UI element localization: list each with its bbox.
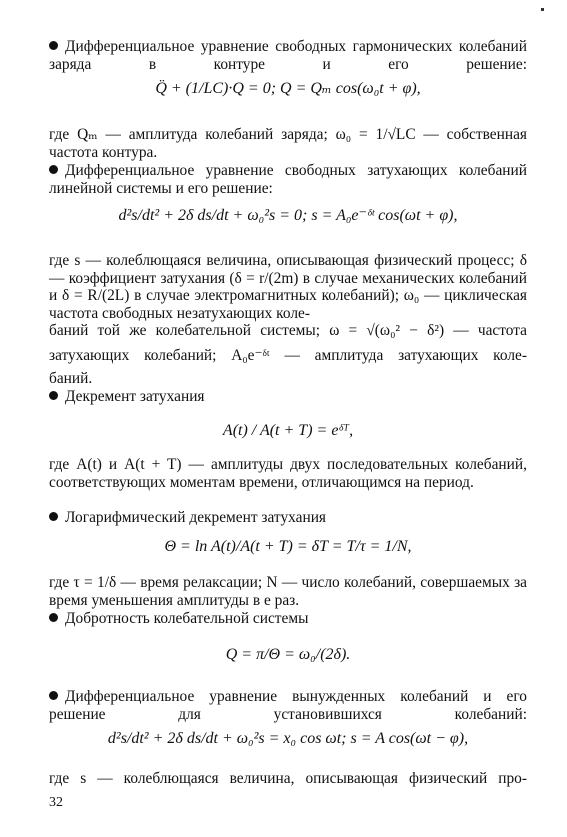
bullet-icon: [49, 41, 58, 50]
bullet-icon: [49, 512, 58, 521]
equation-decrement: [49, 422, 527, 440]
paragraph-damped-intro: [49, 162, 527, 197]
paragraph-text: Дифференциальное уравнение свободных гармонических колебаний заряда в контуре и его решение:: [49, 38, 527, 73]
paragraph-forced-where: где s — колеблющаяся величина, описывающая физический про-: [49, 770, 527, 787]
paragraph-text: Добротность колебательной системы: [65, 610, 309, 627]
equation-text: d²s/dt² + 2δ ds/dt + ω₀²s = x₀ cos ωt; s = A cos(ωt − φ),: [107, 730, 469, 747]
scan-speck: [541, 8, 544, 11]
equation-text: A(t) / A(t + T) = eᵟᵀ,: [222, 422, 354, 439]
paragraph-quality-factor: [49, 610, 527, 628]
equation-harmonic: [49, 78, 527, 98]
equation-quality-factor: [49, 646, 527, 664]
bullet-icon: [49, 613, 58, 622]
paragraph-text: Дифференциальное уравнение вынужденных колебаний и его решение для установившихся колебаний:: [49, 688, 527, 723]
equation-text: Θ = ln A(t)/A(t + T) = δT = T/τ = 1/N,: [164, 538, 412, 555]
paragraph-harmonic-where: где Qₘ — амплитуда колебаний заряда; ω₀ = 1/√LC — собственная частота контура.: [49, 126, 527, 161]
paragraph-decrement: [49, 388, 527, 406]
bullet-icon: [49, 691, 58, 700]
bullet-icon: [49, 391, 58, 400]
paragraph-log-decrement: [49, 509, 527, 527]
equation-forced: [49, 730, 527, 748]
paragraph-damped-line5: баний той же колебательной системы; ω = √(ω₀² − δ²) — частота: [49, 322, 527, 339]
equation-text: Q̈ + (1/LC)·Q = 0; Q = Qₘ cos(ω₀t + φ),: [155, 80, 421, 97]
equation-text: d²s/dt² + 2δ ds/dt + ω₀²s = 0; s = A₀e⁻ᵟᵗ cos(ωt + φ),: [118, 207, 458, 224]
bullet-icon: [49, 165, 58, 174]
paragraph-text: Декремент затухания: [65, 388, 205, 405]
paragraph-text: Дифференциальное уравнение свободных затухающих колебаний линейной системы и его решение:: [49, 162, 527, 197]
paragraph-damped-line7: баний.: [49, 370, 93, 387]
paragraph-forced-intro: [49, 688, 527, 723]
paragraph-damped-line6: затухающих колебаний; A₀e⁻ᵟᵗ — амплитуда затухающих коле-: [49, 347, 527, 364]
page-number: 32: [49, 795, 63, 810]
paragraph-decrement-where: где A(t) и A(t + T) — амплитуды двух последовательных колебаний, соответствующих моментам времени, отличающимся на период.: [49, 456, 527, 491]
equation-damped: [49, 205, 527, 225]
paragraph-text: Логарифмический декремент затухания: [65, 509, 327, 526]
paragraph-damped-where: где s — колеблющаяся величина, описывающая физический процесс; δ — коэффициент затухания (δ = r/(2m) в случае механических колебаний и δ = R/(2L) в случае электромагнитных колебаний); ω₀ — циклическая частота свободных незатухающих коле-: [49, 252, 527, 322]
equation-log-decrement: [49, 538, 527, 556]
paragraph-harmonic-intro: [49, 38, 527, 73]
paragraph-log-decrement-where: где τ = 1/δ — время релаксации; N — число колебаний, совершаемых за время уменьшения амплитуды в e раз.: [49, 574, 527, 609]
equation-text: Q = π/Θ = ω₀/(2δ).: [225, 646, 351, 663]
